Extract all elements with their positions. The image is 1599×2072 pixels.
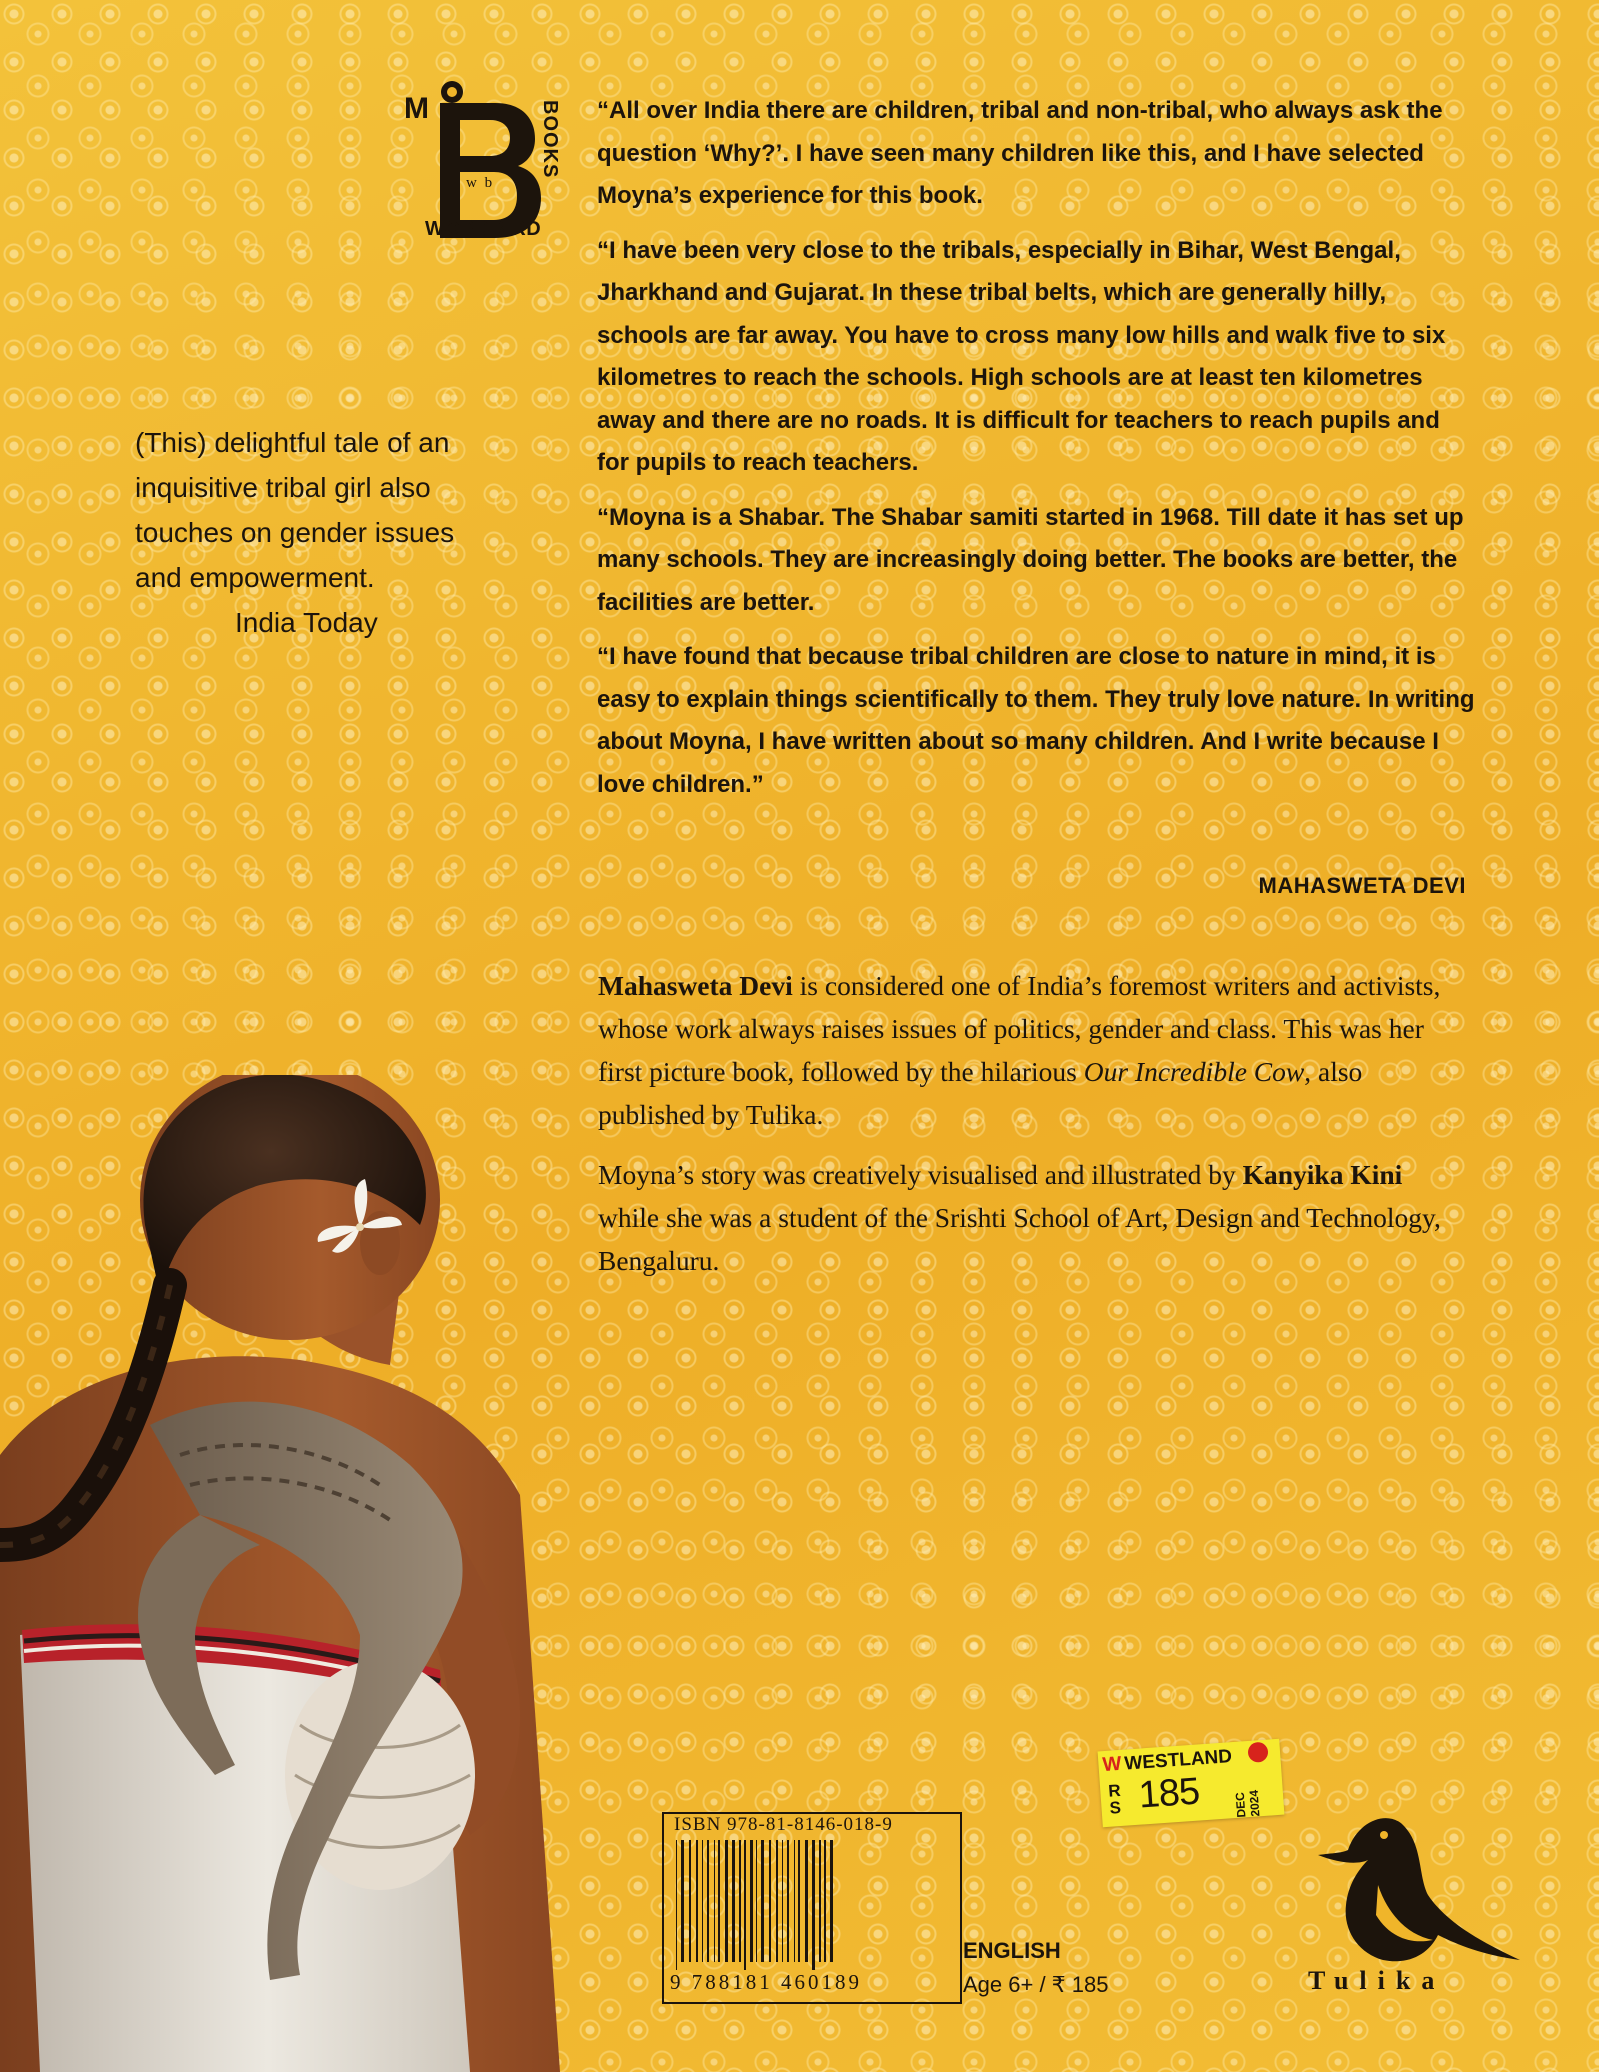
bio-text: , also published by Tulika.: [598, 1056, 1363, 1130]
barcode-bar: [761, 1840, 764, 1962]
sticker-price: 185: [1137, 1770, 1201, 1817]
girl-illustration: [0, 1075, 760, 2072]
sticker-dot-icon: [1247, 1742, 1268, 1763]
barcode-bar: [830, 1840, 833, 1962]
barcode-bar: [676, 1840, 677, 1970]
sticker-rs: R S: [1107, 1780, 1122, 1818]
barcode-bar: [714, 1840, 715, 1962]
barcode-bar: [794, 1840, 795, 1962]
quote-paragraph-3: “Moyna is a Shabar. The Shabar samiti started in 1968. Till date it has set up many schools. They are increasingly doing better. The books are better, the facilities are better.: [597, 503, 1464, 616]
barcode-bar: [739, 1840, 741, 1962]
barcode: [672, 1840, 952, 1970]
bio-text: is considered one of India’s foremost writers and activists, whose work always raises issues of politics, gender and class. This was her first picture book, followed by the hilarious: [598, 970, 1441, 1087]
age-price-label: Age 6+ / ₹ 185: [963, 1972, 1109, 1997]
barcode-bar: [769, 1840, 771, 1962]
barcode-bar: [812, 1840, 815, 1970]
language-label: ENGLISH: [963, 1938, 1061, 1963]
isbn-number: ISBN 978-81-8146-018-9: [674, 1814, 893, 1835]
bio-text: while she was a student of the Srishti School of Art, Design and Technology, Bengaluru.: [598, 1202, 1441, 1276]
bio-text: Moyna’s story was creatively visualised and illustrated by: [598, 1159, 1243, 1190]
barcode-bar: [725, 1840, 728, 1962]
quote-paragraph-2: “I have been very close to the tribals, especially in Bihar, West Bengal, Jharkhand and Gujarat. In these tribal belts, which are generally hilly, schools are far away. You have to cross many low hills and walk five to six kilometres to reach the schools. High schools are at least ten kilometres away and there are no roads. It is difficult for teachers to reach pupils and for pupils to reach teachers.: [597, 236, 1446, 476]
review-source: India Today: [235, 607, 378, 638]
price-sticker: [1098, 1739, 1285, 1828]
barcode-bar: [696, 1840, 698, 1962]
barcode-bar: [689, 1840, 691, 1962]
tulika-name: Tulika: [1308, 1966, 1446, 1995]
barcode-bar: [744, 1840, 746, 1970]
barcode-bar: [782, 1840, 783, 1962]
bio-illustrator-name: Kanyika Kini: [1242, 1159, 1403, 1190]
barcode-bar: [732, 1840, 735, 1962]
sticker-brand: WESTLAND: [1123, 1746, 1233, 1775]
sticker-w: W: [1101, 1752, 1123, 1777]
sticker-date: DEC 2024: [1232, 1789, 1263, 1819]
wordbird-label: WORDBIRD: [425, 218, 542, 240]
barcode-bar: [787, 1840, 789, 1962]
logo-small-letters: w b: [466, 175, 495, 191]
barcode-digits: 9 788181 460189: [670, 1970, 862, 1994]
svg-text:M: M: [404, 92, 429, 125]
barcode-bar: [756, 1840, 757, 1962]
quote-author: MAHASWETA DEVI: [1258, 873, 1466, 898]
barcode-bar: [819, 1840, 821, 1962]
barcode-bar: [702, 1840, 703, 1962]
quote-paragraph-1: “All over India there are children, tribal and non-tribal, who always ask the question ‘Why?’. I have seen many children like this, and I have selected Moyna’s experience for this book.: [597, 97, 1443, 209]
bio-book-title: Our Incredible Cow: [1083, 1056, 1305, 1087]
quote-paragraph-4: “I have found that because tribal children are close to nature in mind, it is easy to explain things scientifically to them. They truly love nature. In writing about Moyna, I have written about so many children. And I write because I love children.”: [597, 643, 1475, 798]
review-text: (This) delightful tale of an inquisitive tribal girl also touches on gender issues and empowerment.: [135, 427, 455, 593]
author-quote: [597, 90, 1477, 818]
tulika-bird-icon: [1308, 1795, 1523, 1980]
barcode-bar: [798, 1840, 800, 1962]
barcode-bar: [681, 1840, 684, 1962]
barcode-bar: [750, 1840, 753, 1962]
barcode-bar: [776, 1840, 778, 1962]
barcode-bar: [707, 1840, 709, 1962]
books-label: BOOKS: [539, 100, 561, 179]
bio-author-name: Mahasweta Devi: [598, 970, 793, 1001]
barcode-bar: [718, 1840, 720, 1962]
review-quote: [135, 420, 475, 645]
barcode-bar: [824, 1840, 826, 1962]
barcode-bar: [805, 1840, 808, 1962]
